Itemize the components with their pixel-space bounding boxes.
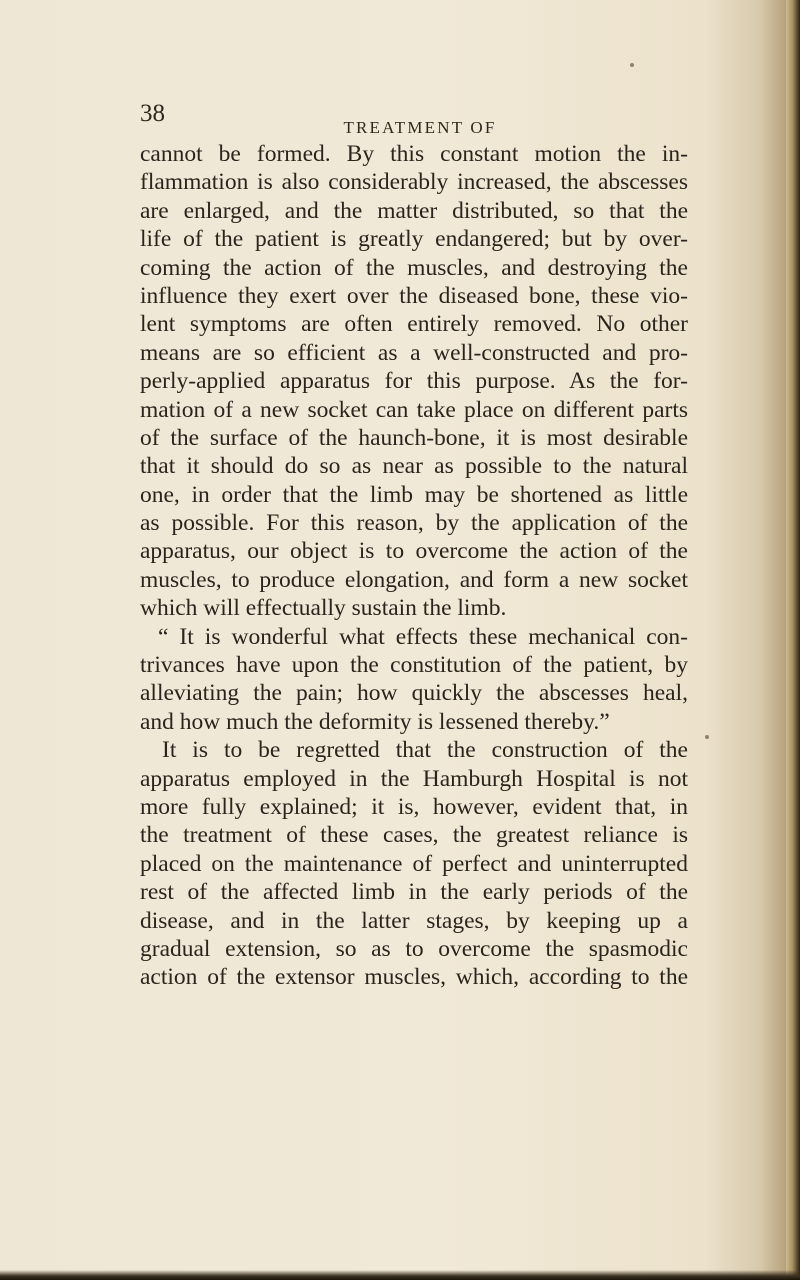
text-line: coming the action of the muscles, and destroying the xyxy=(140,254,688,281)
text-line: mation of a new socket can take place on different parts xyxy=(140,396,688,423)
running-head: TREATMENT OF xyxy=(343,118,497,137)
paragraph-start-line: It is to be regretted that the construction of the xyxy=(162,737,688,764)
text-line: that it should do so as near as possible to the natural xyxy=(140,453,688,480)
text-line: gradual extension, so as to overcome the spasmodic xyxy=(140,935,688,962)
text-line: apparatus employed in the Hamburgh Hospital is not xyxy=(140,765,688,792)
text-line: lent symptoms are often entirely removed. No other xyxy=(140,311,688,338)
page-number: 38 xyxy=(140,100,165,127)
text-line: cannot be formed. By this constant motion the in- xyxy=(140,141,688,167)
text-line: placed on the maintenance of perfect and uninterrupted xyxy=(140,850,688,877)
text-line: are enlarged, and the matter distributed, so that the xyxy=(140,197,688,224)
text-line: as possible. For this reason, by the application of the xyxy=(140,510,688,537)
paragraph-end-line: which will effectually sustain the limb. xyxy=(140,595,507,622)
binding-edge xyxy=(786,0,800,1280)
text-line: perly-applied apparatus for this purpose. As the for- xyxy=(140,368,688,395)
page-header xyxy=(140,100,700,144)
text-line: more fully explained; it is, however, evident that, in xyxy=(140,793,688,820)
text-line: flammation is also considerably increased, the abscesses xyxy=(140,169,688,196)
text-line: trivances have upon the constitution of the patient, by xyxy=(140,652,688,679)
quote-end-line: and how much the deformity is lessened thereby.” xyxy=(140,708,610,735)
page-bottom-edge xyxy=(0,1270,800,1280)
text-line: one, in order that the limb may be shortened as little xyxy=(140,481,688,508)
paper-speck xyxy=(630,63,634,67)
text-line: disease, and in the latter stages, by keeping up a xyxy=(140,907,688,934)
text-line: apparatus, our object is to overcome the action of the xyxy=(140,538,688,565)
text-line: the treatment of these cases, the greatest reliance is xyxy=(140,822,688,849)
text-line: alleviating the pain; how quickly the abscesses heal, xyxy=(140,680,688,707)
quote-start-line: “ It is wonderful what effects these mechanical con- xyxy=(158,623,688,650)
body-text xyxy=(140,140,688,992)
text-line: means are so efficient as a well-constructed and pro- xyxy=(140,339,688,366)
text-line: influence they exert over the diseased bone, these vio- xyxy=(140,282,688,309)
text-line: action of the extensor muscles, which, according to the xyxy=(140,964,688,991)
text-line: of the surface of the haunch-bone, it is most desirable xyxy=(140,424,688,451)
text-line: muscles, to produce elongation, and form a new socket xyxy=(140,566,688,593)
text-line: rest of the affected limb in the early periods of the xyxy=(140,879,688,906)
text-line: life of the patient is greatly endangered; but by over- xyxy=(140,226,688,253)
paper-speck xyxy=(705,735,709,739)
